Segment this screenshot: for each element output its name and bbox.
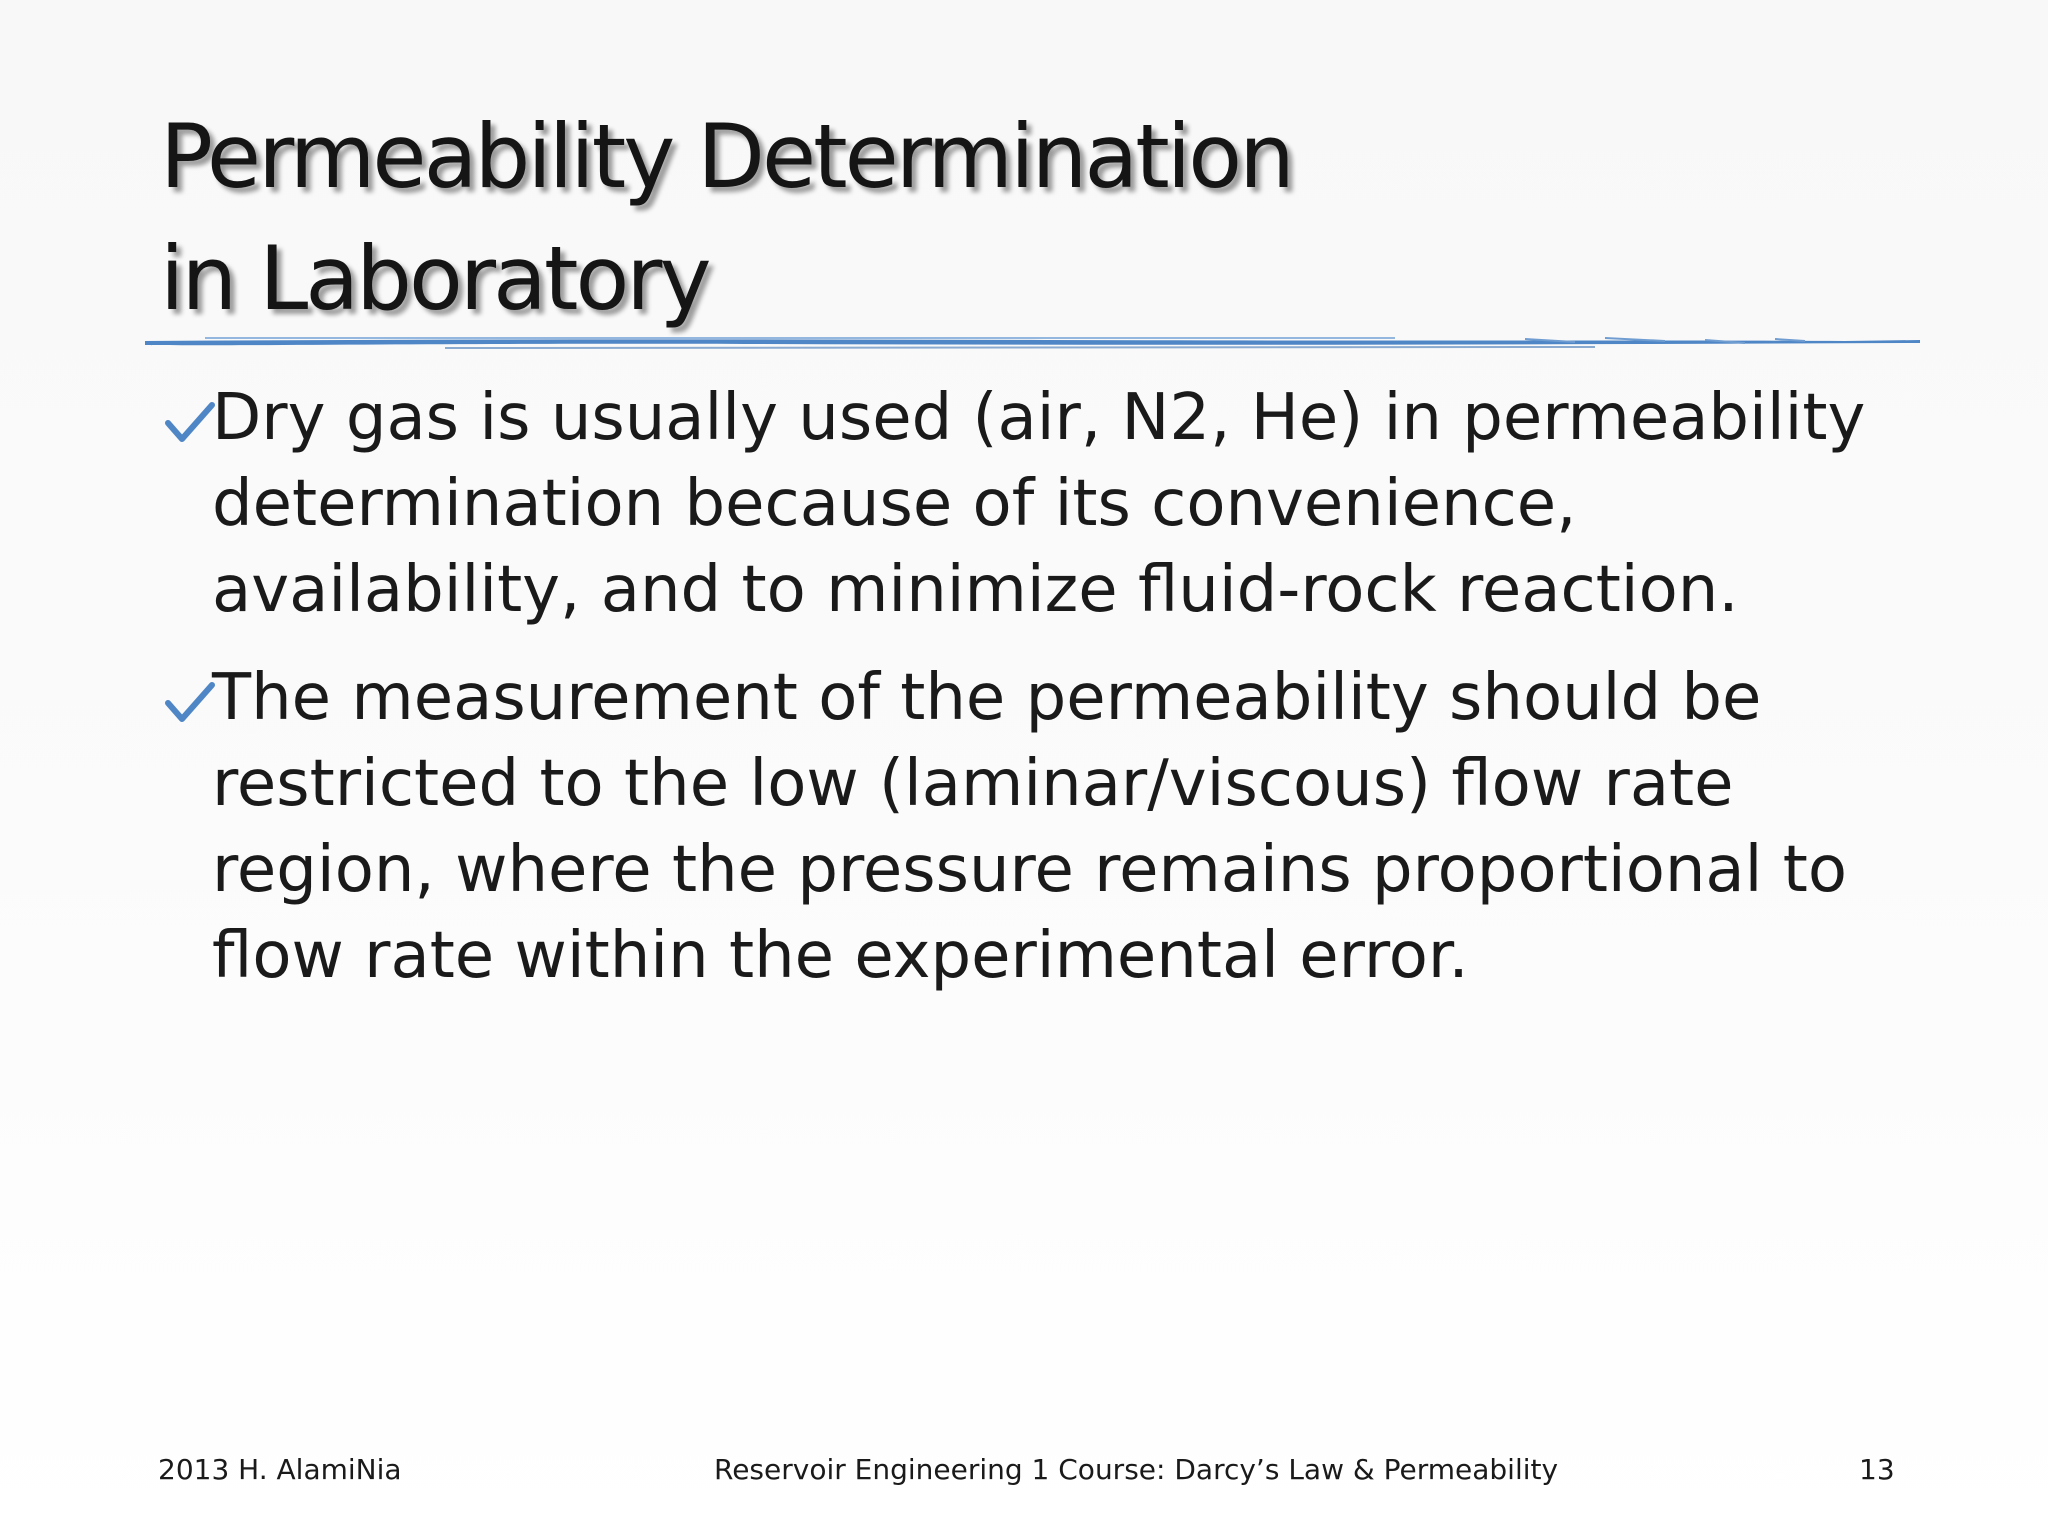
- bullet-item: [160, 655, 1920, 999]
- bullet-list: [160, 375, 1920, 1021]
- title-line: in Laboratory: [160, 227, 709, 330]
- bullet-line: The measurement of the permeability should be: [212, 661, 1762, 735]
- title-underline-brushstroke: [145, 330, 1920, 356]
- footer-page-number: 13: [1859, 1453, 1895, 1486]
- slide-title: [160, 96, 1860, 340]
- bullet-item: [160, 375, 1920, 633]
- bullet-line: restricted to the low (laminar/viscous) flow rate: [212, 747, 1734, 821]
- footer-course-title: Reservoir Engineering 1 Course: Darcy’s Law & Permeability: [714, 1453, 1559, 1486]
- bullet-line: region, where the pressure remains proportional to: [212, 833, 1847, 907]
- bullet-line: determination because of its convenience,: [212, 467, 1577, 541]
- bullet-line: Dry gas is usually used (air, N2, He) in permeability: [212, 381, 1866, 455]
- checkmark-icon: [164, 401, 216, 445]
- title-line: Permeability Determination: [160, 105, 1292, 208]
- bullet-line: availability, and to minimize fluid-rock reaction.: [212, 553, 1739, 627]
- checkmark-icon: [164, 681, 216, 725]
- bullet-line: flow rate within the experimental error.: [212, 919, 1469, 993]
- footer-author: 2013 H. AlamiNia: [158, 1453, 402, 1486]
